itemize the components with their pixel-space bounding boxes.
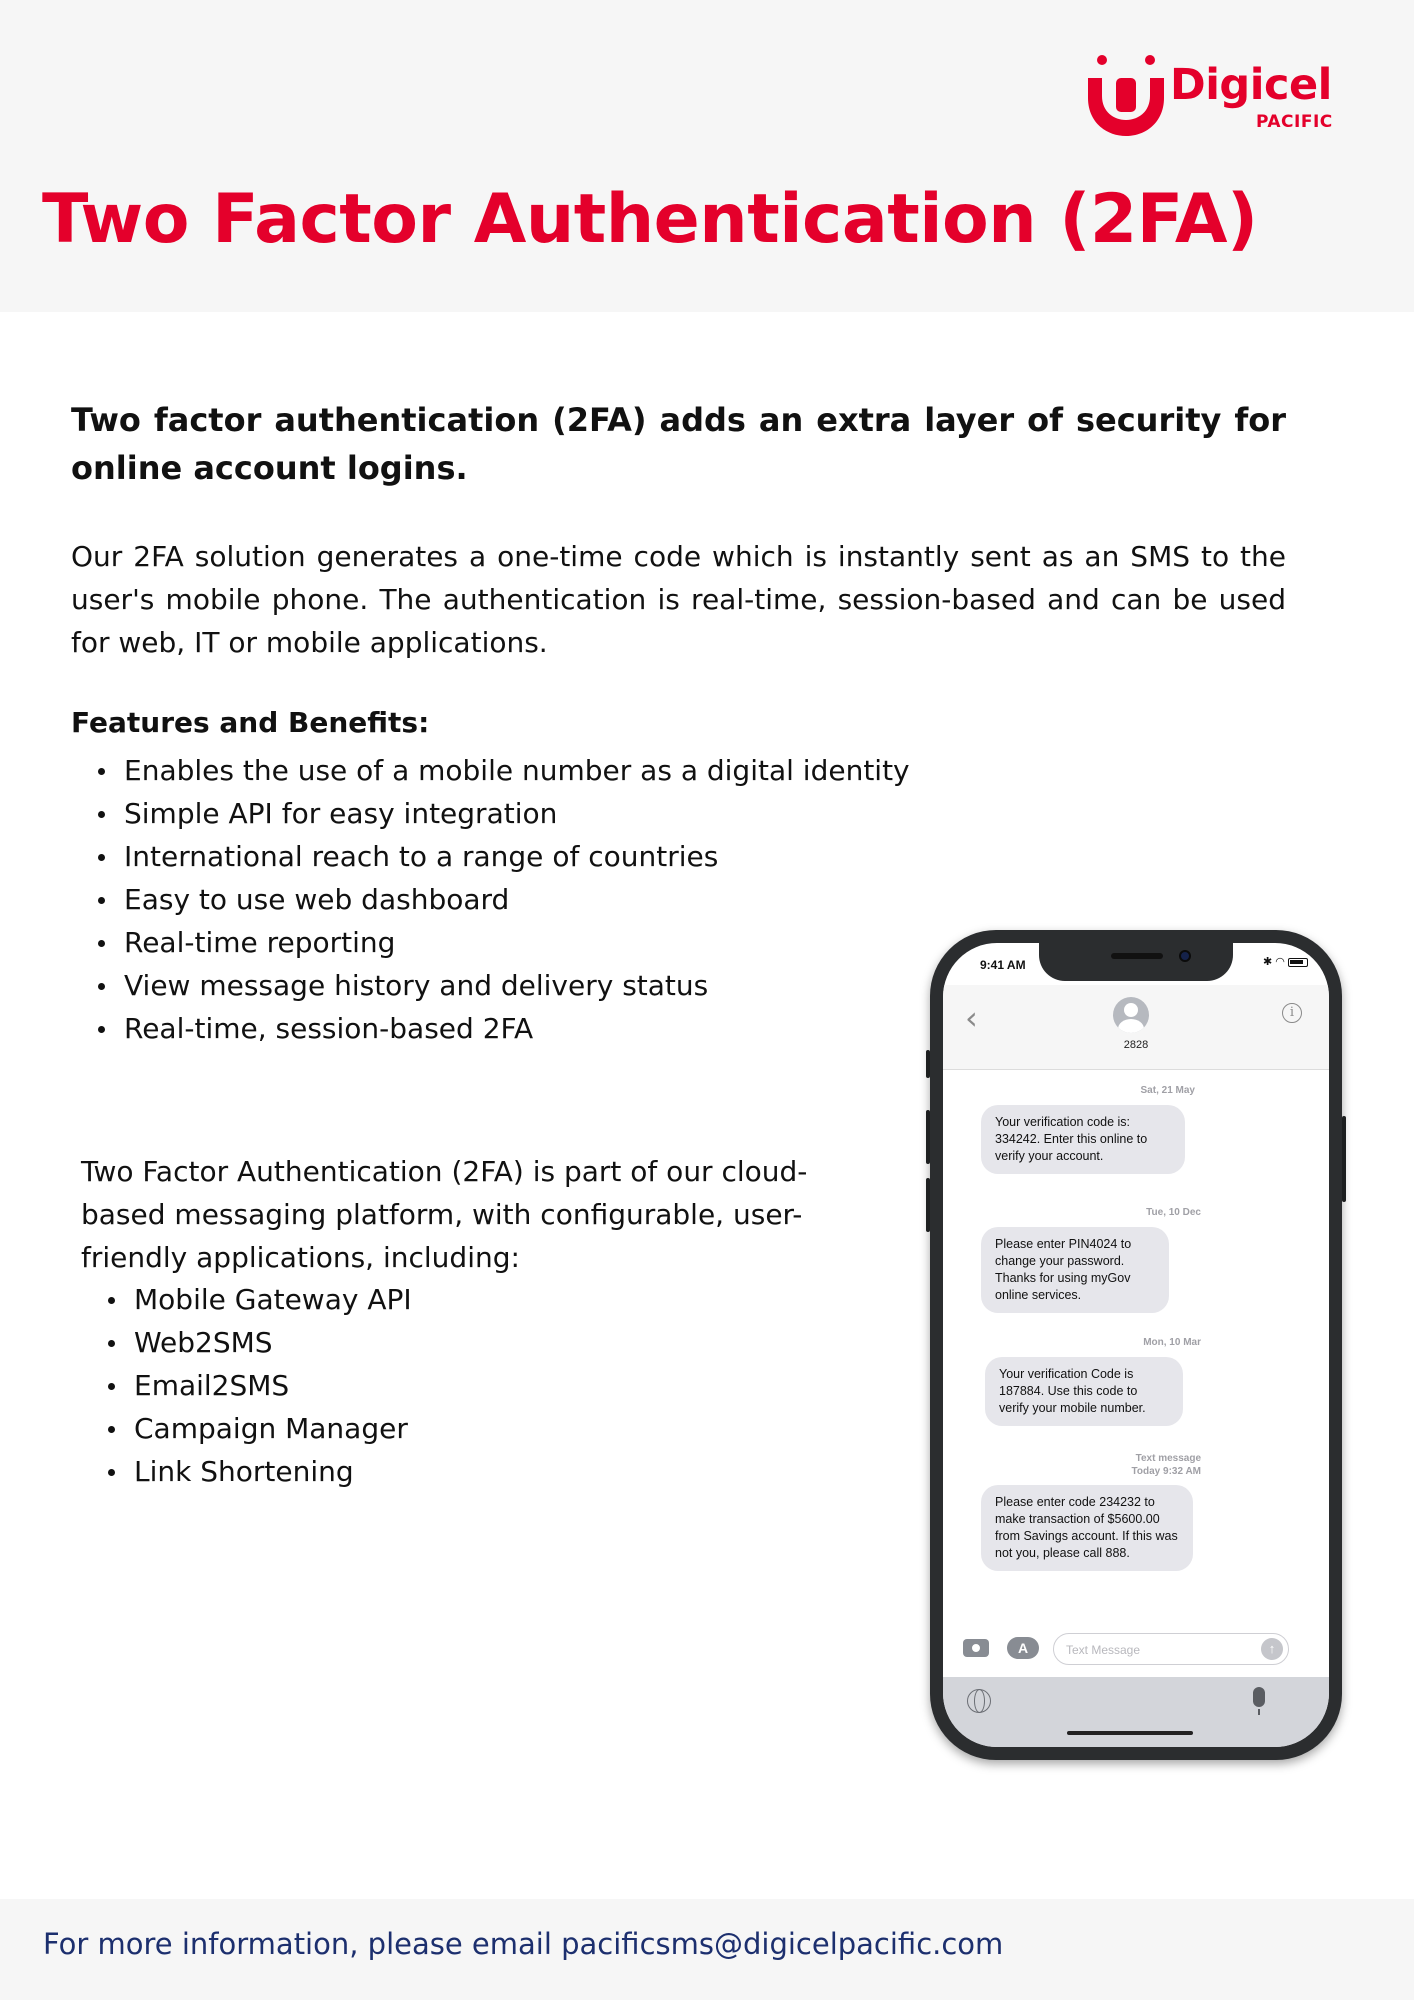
contact-name: 2828 [1123, 1039, 1149, 1051]
intro-paragraph: Our 2FA solution generates a one-time code which is instantly sent as an SMS to the user's mobile phone. The authentication is real-time, session-based and can be used for web, IT or mobile applications. [71, 540, 1286, 659]
list-item: Link Shortening [82, 1450, 412, 1493]
phone-screen [943, 943, 1329, 1747]
wifi-icon: ◠ [1275, 956, 1285, 968]
front-camera [1179, 950, 1191, 962]
brand-name: Digicel [1170, 60, 1332, 110]
features-heading: Features and Benefits: [71, 706, 430, 739]
globe-icon[interactable] [967, 1689, 991, 1713]
microphone-icon[interactable] [1253, 1687, 1265, 1707]
contact-avatar[interactable] [1113, 997, 1149, 1033]
speaker-grille [1111, 953, 1163, 959]
volume-up-button [926, 1110, 930, 1164]
power-button [1342, 1116, 1346, 1202]
brand-region: PACIFIC [1256, 112, 1333, 132]
volume-down-button [926, 1178, 930, 1232]
phone-mockup [930, 930, 1342, 1760]
message-timestamp: Text message [1135, 1453, 1201, 1464]
lead-paragraph: Two factor authentication (2FA) adds an extra layer of security for online account logins. [71, 401, 1286, 487]
keyboard-bar [943, 1677, 1329, 1747]
info-icon[interactable]: i [1282, 1003, 1302, 1023]
list-item: Enables the use of a mobile number as a digital identity [72, 749, 910, 792]
page-title: Two Factor Authentication (2FA) [42, 180, 1258, 259]
platform-paragraph: Two Factor Authentication (2FA) is part of our cloud-based messaging platform, with configurable, user-friendly applications, including: [81, 1155, 808, 1274]
message-input-bar [943, 1617, 1329, 1677]
applications-list [82, 1278, 412, 1493]
contact-info: For more information, please email pacificsms@digicelpacific.com [43, 1927, 1004, 1961]
message-timestamp: Tue, 10 Dec [1146, 1207, 1201, 1218]
mute-switch [926, 1050, 930, 1078]
digicel-logo [1086, 50, 1346, 140]
page-header [0, 0, 1414, 312]
phone-notch [1039, 943, 1233, 981]
digicel-smile-icon [1086, 50, 1170, 140]
status-icons [1263, 955, 1308, 968]
message-bubble: Your verification code is: 334242. Enter this online to verify your account. [981, 1105, 1185, 1174]
list-item: Simple API for easy integration [72, 792, 910, 835]
page-footer [0, 1899, 1414, 2000]
home-indicator [1067, 1731, 1193, 1735]
list-item: Mobile Gateway API [82, 1278, 412, 1321]
message-bubble: Your verification Code is 187884. Use this code to verify your mobile number. [985, 1357, 1183, 1426]
list-item: Easy to use web dashboard [72, 878, 910, 921]
features-list [72, 749, 910, 1050]
battery-icon [1288, 958, 1308, 967]
list-item: International reach to a range of countries [72, 835, 910, 878]
list-item: View message history and delivery status [72, 964, 910, 1007]
message-input[interactable]: Text Message [1053, 1633, 1289, 1665]
list-item: Email2SMS [82, 1364, 412, 1407]
list-item: Campaign Manager [82, 1407, 412, 1450]
back-chevron-icon[interactable]: ‹ [965, 999, 978, 1037]
list-item: Real-time reporting [72, 921, 910, 964]
message-timestamp: Mon, 10 Mar [1143, 1337, 1201, 1348]
message-timestamp: Sat, 21 May [1140, 1085, 1195, 1096]
status-time: 9:41 AM [980, 958, 1026, 972]
conversation-header [943, 985, 1329, 1070]
send-arrow-icon[interactable]: ↑ [1261, 1638, 1283, 1660]
app-store-icon[interactable]: A [1007, 1637, 1039, 1659]
list-item: Web2SMS [82, 1321, 412, 1364]
message-timestamp-sub: Today 9:32 AM [1131, 1466, 1201, 1477]
camera-icon[interactable] [963, 1639, 989, 1657]
message-bubble: Please enter PIN4024 to change your password. Thanks for using myGov online services. [981, 1227, 1169, 1313]
bluetooth-icon: ✱ [1263, 956, 1273, 968]
message-bubble: Please enter code 234232 to make transaction of $5600.00 from Savings account. If this was not you, please call 888. [981, 1485, 1193, 1571]
list-item: Real-time, session-based 2FA [72, 1007, 910, 1050]
